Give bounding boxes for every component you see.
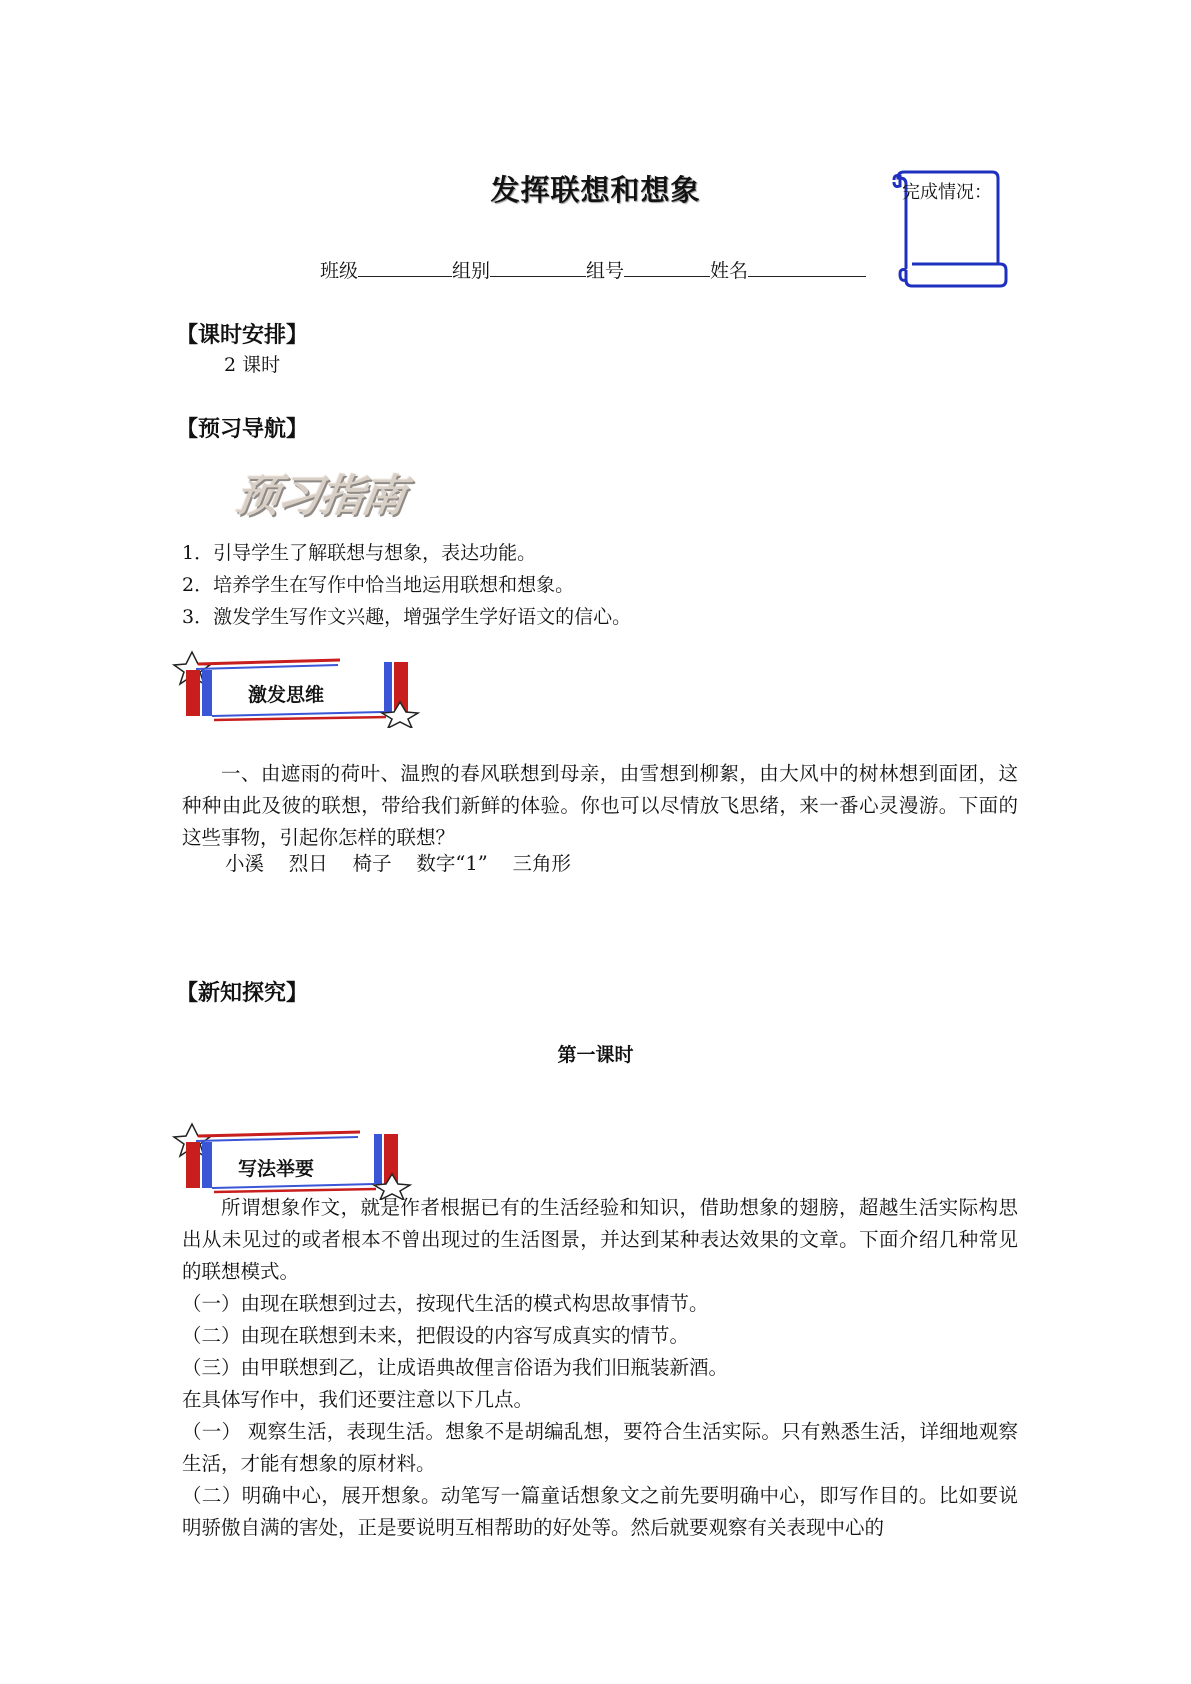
name-label: 姓名	[710, 260, 749, 282]
schedule-content: 2 课时	[224, 354, 281, 376]
explore-header: 【新知探究】	[176, 981, 309, 1006]
group-label: 组别	[452, 260, 491, 282]
schedule-header: 【课时安排】	[176, 323, 309, 348]
stimulate-banner-label: 激发思维	[248, 684, 325, 706]
mode-2: （二）由现在联想到未来，把假设的内容写成真实的情节。	[182, 1324, 690, 1347]
lesson-title: 第一课时	[557, 1044, 634, 1066]
mode-1: （一）由现在联想到过去，按现代生活的模式构思故事情节。	[182, 1292, 709, 1315]
writing-banner	[172, 1122, 427, 1200]
preview-item-2: 2．培养学生在写作中恰当地运用联想和想象。	[182, 574, 575, 596]
point-2: （二）明确中心，展开想象。动笔写一篇童话想象文之前先要明确中心，即写作目的。比如要说明骄傲自满的害处，正是要说明互相帮助的好处等。然后就要观察有关表现中心的	[182, 1484, 1018, 1539]
point-1: （一） 观察生活，表现生活。想象不是胡编乱想，要符合生活实际。只有熟悉生活，详细地观察生活，才能有想象的原材料。	[182, 1420, 1018, 1475]
page-title: 发挥联想和想象	[490, 173, 701, 207]
stimulate-banner	[172, 650, 427, 728]
group-no-input[interactable]	[624, 258, 710, 277]
group-no-label: 组号	[586, 260, 625, 282]
note-line: 在具体写作中，我们还要注意以下几点。	[182, 1388, 534, 1411]
stimulate-paragraph: 一、由遮雨的荷叶、温煦的春风联想到母亲，由雪想到柳絮，由大风中的树林想到面团，这种种由此及彼的联想，带给我们新鲜的体验。你也可以尽情放飞思绪，来一番心灵漫游。下面的这些事物，引起你怎样的联想？	[182, 762, 1018, 849]
class-input[interactable]	[358, 258, 452, 277]
preview-item-3: 3．激发学生写作文兴趣，增强学生学好语文的信心。	[182, 606, 632, 628]
wordart-text: 预习指南	[231, 471, 407, 522]
stimulate-words: 小溪 烈日 椅子 数字“1” 三角形	[225, 852, 572, 875]
class-label: 班级	[320, 260, 359, 282]
preview-header: 【预习导航】	[176, 417, 309, 442]
writing-banner-label: 写法举要	[238, 1158, 315, 1180]
completion-label: 完成情况：	[902, 182, 992, 203]
mode-3: （三）由甲联想到乙，让成语典故俚言俗语为我们旧瓶装新酒。	[182, 1356, 729, 1379]
preview-wordart	[231, 460, 407, 524]
preview-item-1: 1．引导学生了解联想与想象，表达功能。	[182, 542, 537, 564]
student-info-fields	[320, 256, 866, 283]
name-input[interactable]	[748, 258, 866, 277]
group-input[interactable]	[490, 258, 586, 277]
explore-intro: 所谓想象作文，就是作者根据已有的生活经验和知识，借助想象的翅膀，超越生活实际构思出从未见过的或者根本不曾出现过的生活图景，并达到某种表达效果的文章。下面介绍几种常见的联想模式。	[182, 1196, 1018, 1283]
